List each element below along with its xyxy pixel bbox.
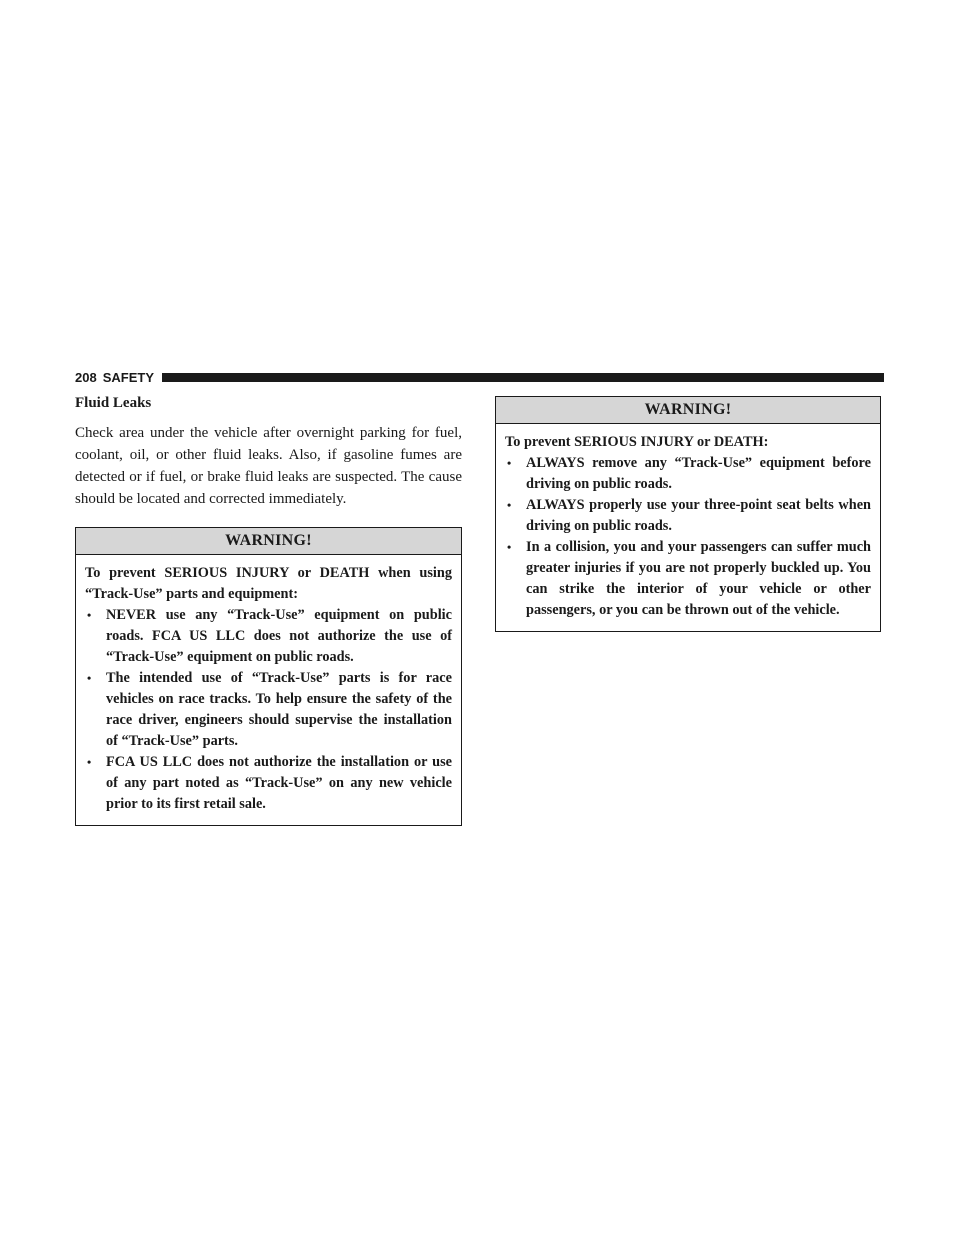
seat-belt-warning-box [495,396,881,632]
header-rule [162,373,884,382]
warning-item-text: ALWAYS remove any “Track-Use” equipment before driving on public roads. [526,455,871,492]
warning-intro: To prevent SERIOUS INJURY or DEATH when using “Track-Use” parts and equipment: [85,565,452,602]
bullet-icon: • [87,755,92,769]
warning-item [505,537,871,621]
warning-item-text: NEVER use any “Track-Use” equipment on public roads. FCA US LLC does not authorize the use of “Track-Use” equipment on public roads. [106,607,452,665]
warning-item-text: The intended use of “Track-Use” parts is for race vehicles on race tracks. To help ensure the safety of the race driver, engineers should supervise the installation of “Track-Use” parts. [106,670,452,749]
warning-item [85,668,452,752]
warning-item [85,605,452,668]
bullet-icon: • [87,608,92,622]
warning-item [85,752,452,815]
page-number: 208 [75,369,97,385]
bullet-icon: • [507,498,512,512]
warning-list [505,453,871,621]
warning-item [505,453,871,495]
warning-body [496,424,880,631]
right-column [495,396,881,632]
warning-intro: To prevent SERIOUS INJURY or DEATH: [505,434,769,450]
warning-item-text: ALWAYS properly use your three-point seat belts when driving on public roads. [526,497,871,534]
track-use-warning-box [75,527,462,826]
warning-body [76,555,461,825]
warning-item [505,495,871,537]
section-name: SAFETY [102,369,154,385]
fluid-leaks-paragraph: Check area under the vehicle after overnight parking for fuel, coolant, oil, or other fluid leaks. Also, if gasoline fumes are detected or if fuel, or brake fluid leaks are suspected. The cause should be located and corrected immediately. [75,425,462,507]
page-header [75,367,884,387]
warning-title: WARNING! [496,397,880,424]
warning-list [85,605,452,815]
warning-title: WARNING! [76,528,461,555]
bullet-icon: • [87,671,92,685]
warning-item-text: FCA US LLC does not authorize the installation or use of any part noted as “Track-Use” on any new vehicle prior to its first retail sale. [106,754,452,812]
bullet-icon: • [507,456,512,470]
warning-item-text: In a collision, you and your passengers can suffer much greater injuries if you are not properly buckled up. You can strike the interior of your vehicle or other passengers, or you can be thrown out of the vehicle. [526,539,871,618]
fluid-leaks-heading: Fluid Leaks [75,395,152,411]
bullet-icon: • [507,540,512,554]
left-column [75,393,462,826]
